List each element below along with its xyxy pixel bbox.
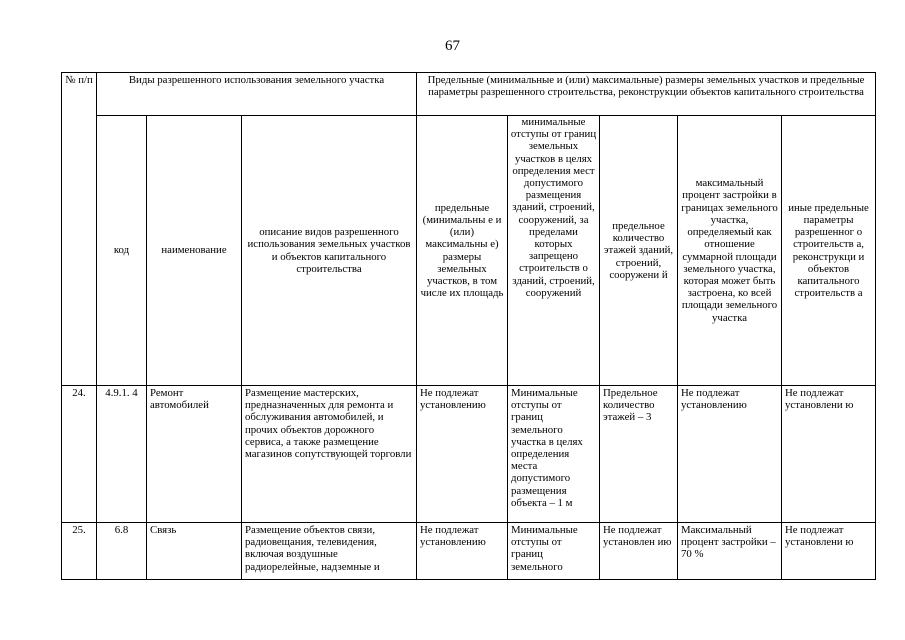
- row-number: 25.: [62, 523, 97, 580]
- row-floors: Не подлежат установлен ию: [600, 523, 678, 580]
- table-row: [62, 523, 876, 580]
- row-floors: Предельное количество этажей – 3: [600, 386, 678, 523]
- row-description: Размещение мастерских, предназначенных для ремонта и обслуживания автомобилей, и прочих объектов дорожного сервиса, а также размещение магазинов сопутствующей торговли: [242, 386, 417, 523]
- row-setbacks: Минимальные отступы от границ земельного: [508, 523, 600, 580]
- row-sizes: Не подлежат установлению: [417, 386, 508, 523]
- table-row: [62, 386, 876, 523]
- land-use-table: [61, 72, 876, 580]
- subheader-sizes: предельные (минимальны е и (или) максимальны е) размеры земельных участков, в том числе их площадь: [417, 116, 508, 386]
- row-coverage: Максимальный процент застройки – 70 %: [678, 523, 782, 580]
- row-setbacks: Минимальные отступы от границ земельного участка в целях определения места допустимого размещения объекта – 1 м: [508, 386, 600, 523]
- subheader-setbacks: минимальные отступы от границ земельных участков в целях определения мест допустимого размещения зданий, строений, сооружений, за пределами которых запрещено строительств о зданий, строений, сооружений: [508, 116, 600, 386]
- header-number: № п/п: [62, 73, 97, 386]
- row-code: 4.9.1. 4: [97, 386, 147, 523]
- row-code: 6.8: [97, 523, 147, 580]
- header-limits: Предельные (минимальные и (или) максимальные) размеры земельных участков и предельные параметры разрешенного строительства, реконструкции объектов капитального строительства: [417, 73, 876, 116]
- row-name: Связь: [147, 523, 242, 580]
- subheader-other: иные предельные параметры разрешенног о строительств а, реконструкци и объектов капитального строительств а: [782, 116, 876, 386]
- row-other: Не подлежат установлени ю: [782, 523, 876, 580]
- subheader-coverage: максимальный процент застройки в границах земельного участка, определяемый как отношение суммарной площади земельного участка, которая может быть застроена, ко всей площади земельного участка: [678, 116, 782, 386]
- row-description: Размещение объектов связи, радиовещания, телевидения, включая воздушные радиорелейные, надземные и: [242, 523, 417, 580]
- row-name: Ремонт автомобилей: [147, 386, 242, 523]
- page-number: 67: [445, 38, 460, 54]
- header-use-types: Виды разрешенного использования земельного участка: [97, 73, 417, 116]
- subheader-description: описание видов разрешенного использования земельных участков и объектов капитального строительства: [242, 116, 417, 386]
- row-coverage: Не подлежат установлению: [678, 386, 782, 523]
- row-sizes: Не подлежат установлению: [417, 523, 508, 580]
- row-number: 24.: [62, 386, 97, 523]
- subheader-floors: предельное количество этажей зданий, строений, сооружени й: [600, 116, 678, 386]
- row-other: Не подлежат установлени ю: [782, 386, 876, 523]
- subheader-code: код: [97, 116, 147, 386]
- subheader-name: наименование: [147, 116, 242, 386]
